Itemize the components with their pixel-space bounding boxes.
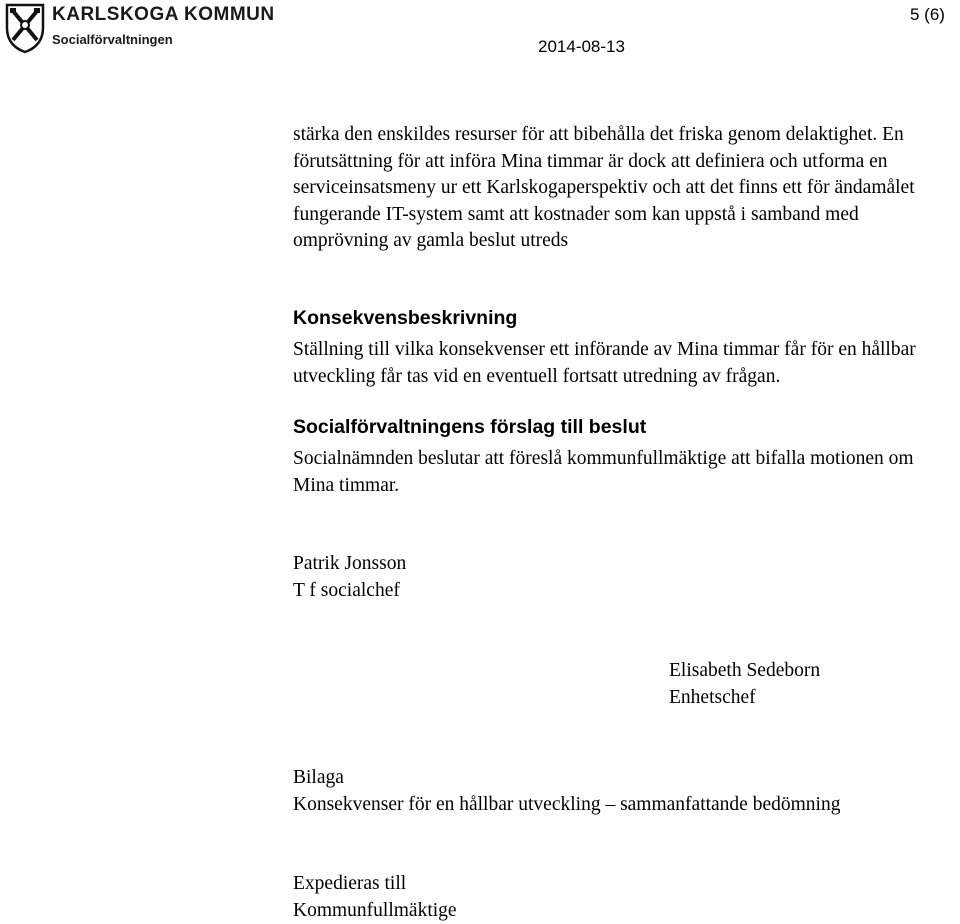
attachment-label: Bilaga — [293, 765, 840, 792]
signature-title: T f socialchef — [293, 578, 406, 605]
signature-title: Enhetschef — [669, 685, 820, 712]
document-date: 2014-08-13 — [538, 37, 625, 57]
signature-name: Patrik Jonsson — [293, 551, 406, 578]
proposal-heading: Socialförvaltningens förslag till beslut — [293, 414, 958, 440]
attachment-section — [293, 765, 840, 818]
consequences-section — [293, 305, 958, 390]
coat-of-arms-icon — [4, 2, 46, 54]
signature-socialchef — [293, 551, 406, 604]
distribution-label: Expedieras till — [293, 871, 457, 898]
department-name: Socialförvaltningen — [52, 32, 173, 47]
intro-paragraph: stärka den enskildes resurser för att bibehålla det friska genom delaktighet. En förutsättning för att införa Mina timmar är dock att definiera och utforma en serviceinsatsmeny ur ett Karlskogaperspektiv och att det finns ett för ändamålet fungerande IT-system samt att kostnader som kan uppstå i samband med omprövning av gamla beslut utreds — [293, 122, 958, 255]
page-number: 5 (6) — [910, 5, 945, 25]
consequences-paragraph: Ställning till vilka konsekvenser ett införande av Mina timmar får för en hållbar utveckling får tas vid en eventuell fortsatt utredning av frågan. — [293, 337, 958, 390]
distribution-recipient: Kommunfullmäktige — [293, 898, 457, 924]
attachment-text: Konsekvenser för en hållbar utveckling – sammanfattande bedömning — [293, 792, 840, 819]
consequences-heading: Konsekvensbeskrivning — [293, 305, 958, 331]
organization-name: KARLSKOGA KOMMUN — [52, 4, 242, 26]
signature-enhetschef — [669, 658, 820, 711]
document-header — [0, 0, 960, 70]
proposal-section — [293, 414, 958, 499]
proposal-paragraph: Socialnämnden beslutar att föreslå kommunfullmäktige att bifalla motionen om Mina timmar. — [293, 446, 958, 499]
distribution-section — [293, 871, 457, 924]
signature-name: Elisabeth Sedeborn — [669, 658, 820, 685]
intro-section — [293, 122, 958, 255]
